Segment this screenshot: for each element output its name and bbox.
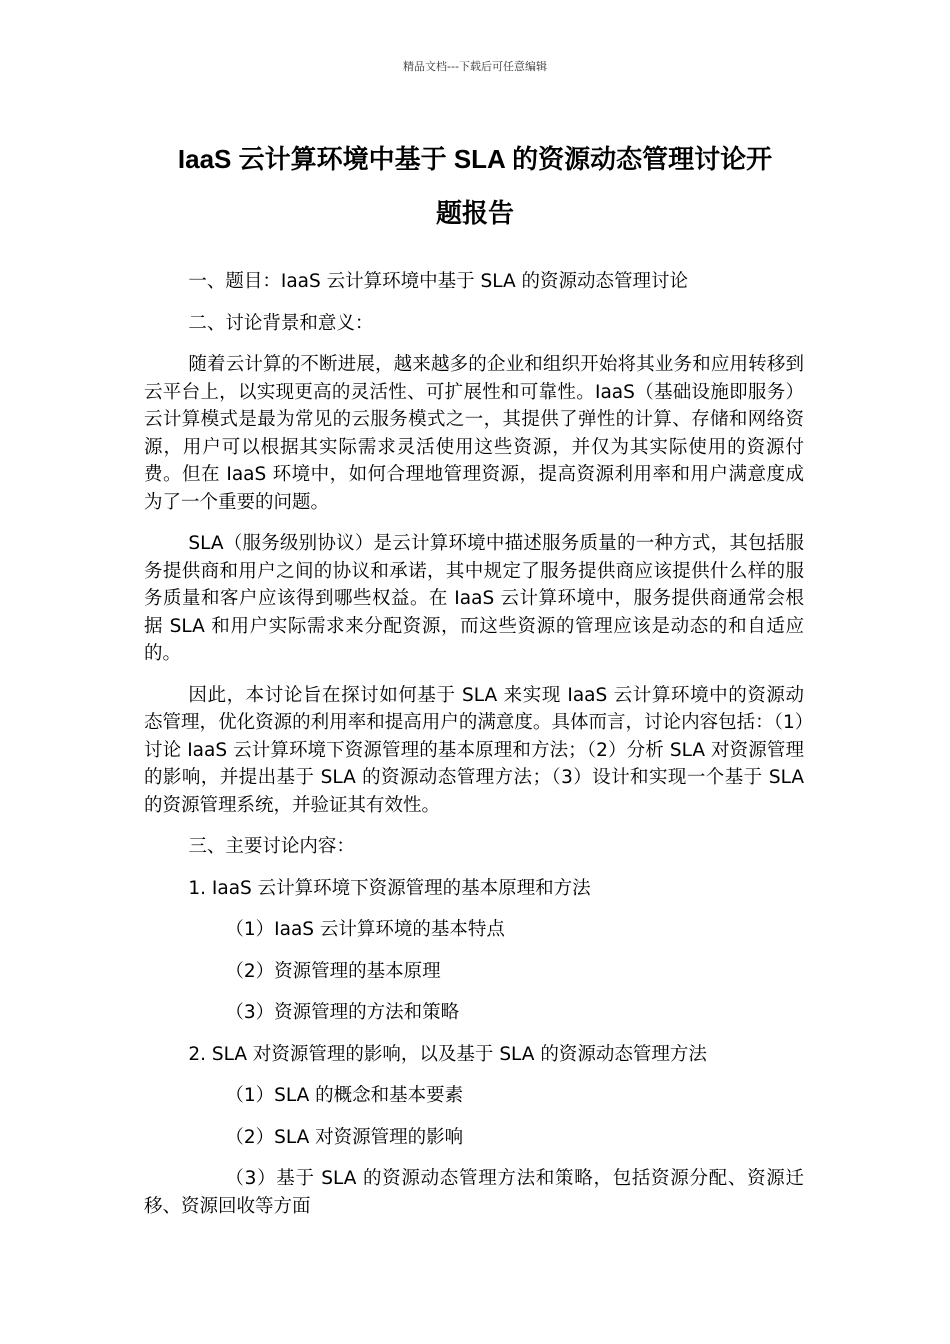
list-subitem-2-2: （2）SLA 对资源管理的影响 xyxy=(225,1126,464,1148)
list-item-2: 2. SLA 对资源管理的影响，以及基于 SLA 的资源动态管理方法 xyxy=(188,1043,707,1065)
list-subitem-1-2: （2）资源管理的基本原理 xyxy=(225,960,441,982)
list-subitem-1-3: （3）资源管理的方法和策略 xyxy=(225,1002,460,1023)
section-heading-topic: 一、题目：IaaS 云计算环境中基于 SLA 的资源动态管理讨论 xyxy=(188,271,689,292)
list-subitem-2-1: （1）SLA 的概念和基本要素 xyxy=(225,1085,464,1106)
document-body xyxy=(144,268,804,1234)
section-heading-main-content: 三、主要讨论内容： xyxy=(188,836,355,857)
paragraph-background-2: SLA（服务级别协议）是云计算环境中描述服务质量的一种方式，其包括服务提供商和用户之间的协议和承诺，其中规定了服务提供商应该提供什么样的服务质量和客户应该得到哪些权益。在 IaaS 云计算环境中，服务提供商通常会根据 SLA 和用户实际需求来分配资源，而这些资源的管理应该是动态的和自适应的。 xyxy=(144,533,804,664)
title-line-1: IaaS 云计算环境中基于 SLA 的资源动态管理讨论开 xyxy=(177,144,773,174)
document-title xyxy=(142,132,808,240)
paragraph-background-3: 因此，本讨论旨在探讨如何基于 SLA 来实现 IaaS 云计算环境中的资源动态管理，优化资源的利用率和提高用户的满意度。具体而言，讨论内容包括：（1）讨论 IaaS 云计算环境下资源管理的基本原理和方法；（2）分析 SLA 对资源管理的影响，并提出基于 SLA 的资源动态管理方法；（3）设计和实现一个基于 SLA 的资源管理系统，并验证其有效性。 xyxy=(144,684,804,816)
section-heading-background: 二、讨论背景和意义： xyxy=(188,312,374,334)
list-subitem-2-3: （3）基于 SLA 的资源动态管理方法和策略，包括资源分配、资源迁移、资源回收等方面 xyxy=(144,1168,804,1217)
title-line-2: 题报告 xyxy=(435,198,514,228)
paragraph-background-1: 随着云计算的不断进展，越来越多的企业和组织开始将其业务和应用转移到云平台上，以实现更高的灵活性、可扩展性和可靠性。IaaS（基础设施即服务）云计算模式是最为常见的云服务模式之一，其提供了弹性的计算、存储和网络资源，用户可以根据其实际需求灵活使用这些资源，并仅为其实际使用的资源付费。但在 IaaS 环境中，如何合理地管理资源，提高资源利用率和用户满意度成为了一个重要的问题。 xyxy=(144,354,804,513)
list-item-1: 1. IaaS 云计算环境下资源管理的基本原理和方法 xyxy=(188,877,591,899)
page-header-note: 精品文档---下载后可任意编辑 xyxy=(403,60,547,73)
list-subitem-1-1: （1）IaaS 云计算环境的基本特点 xyxy=(225,919,505,940)
